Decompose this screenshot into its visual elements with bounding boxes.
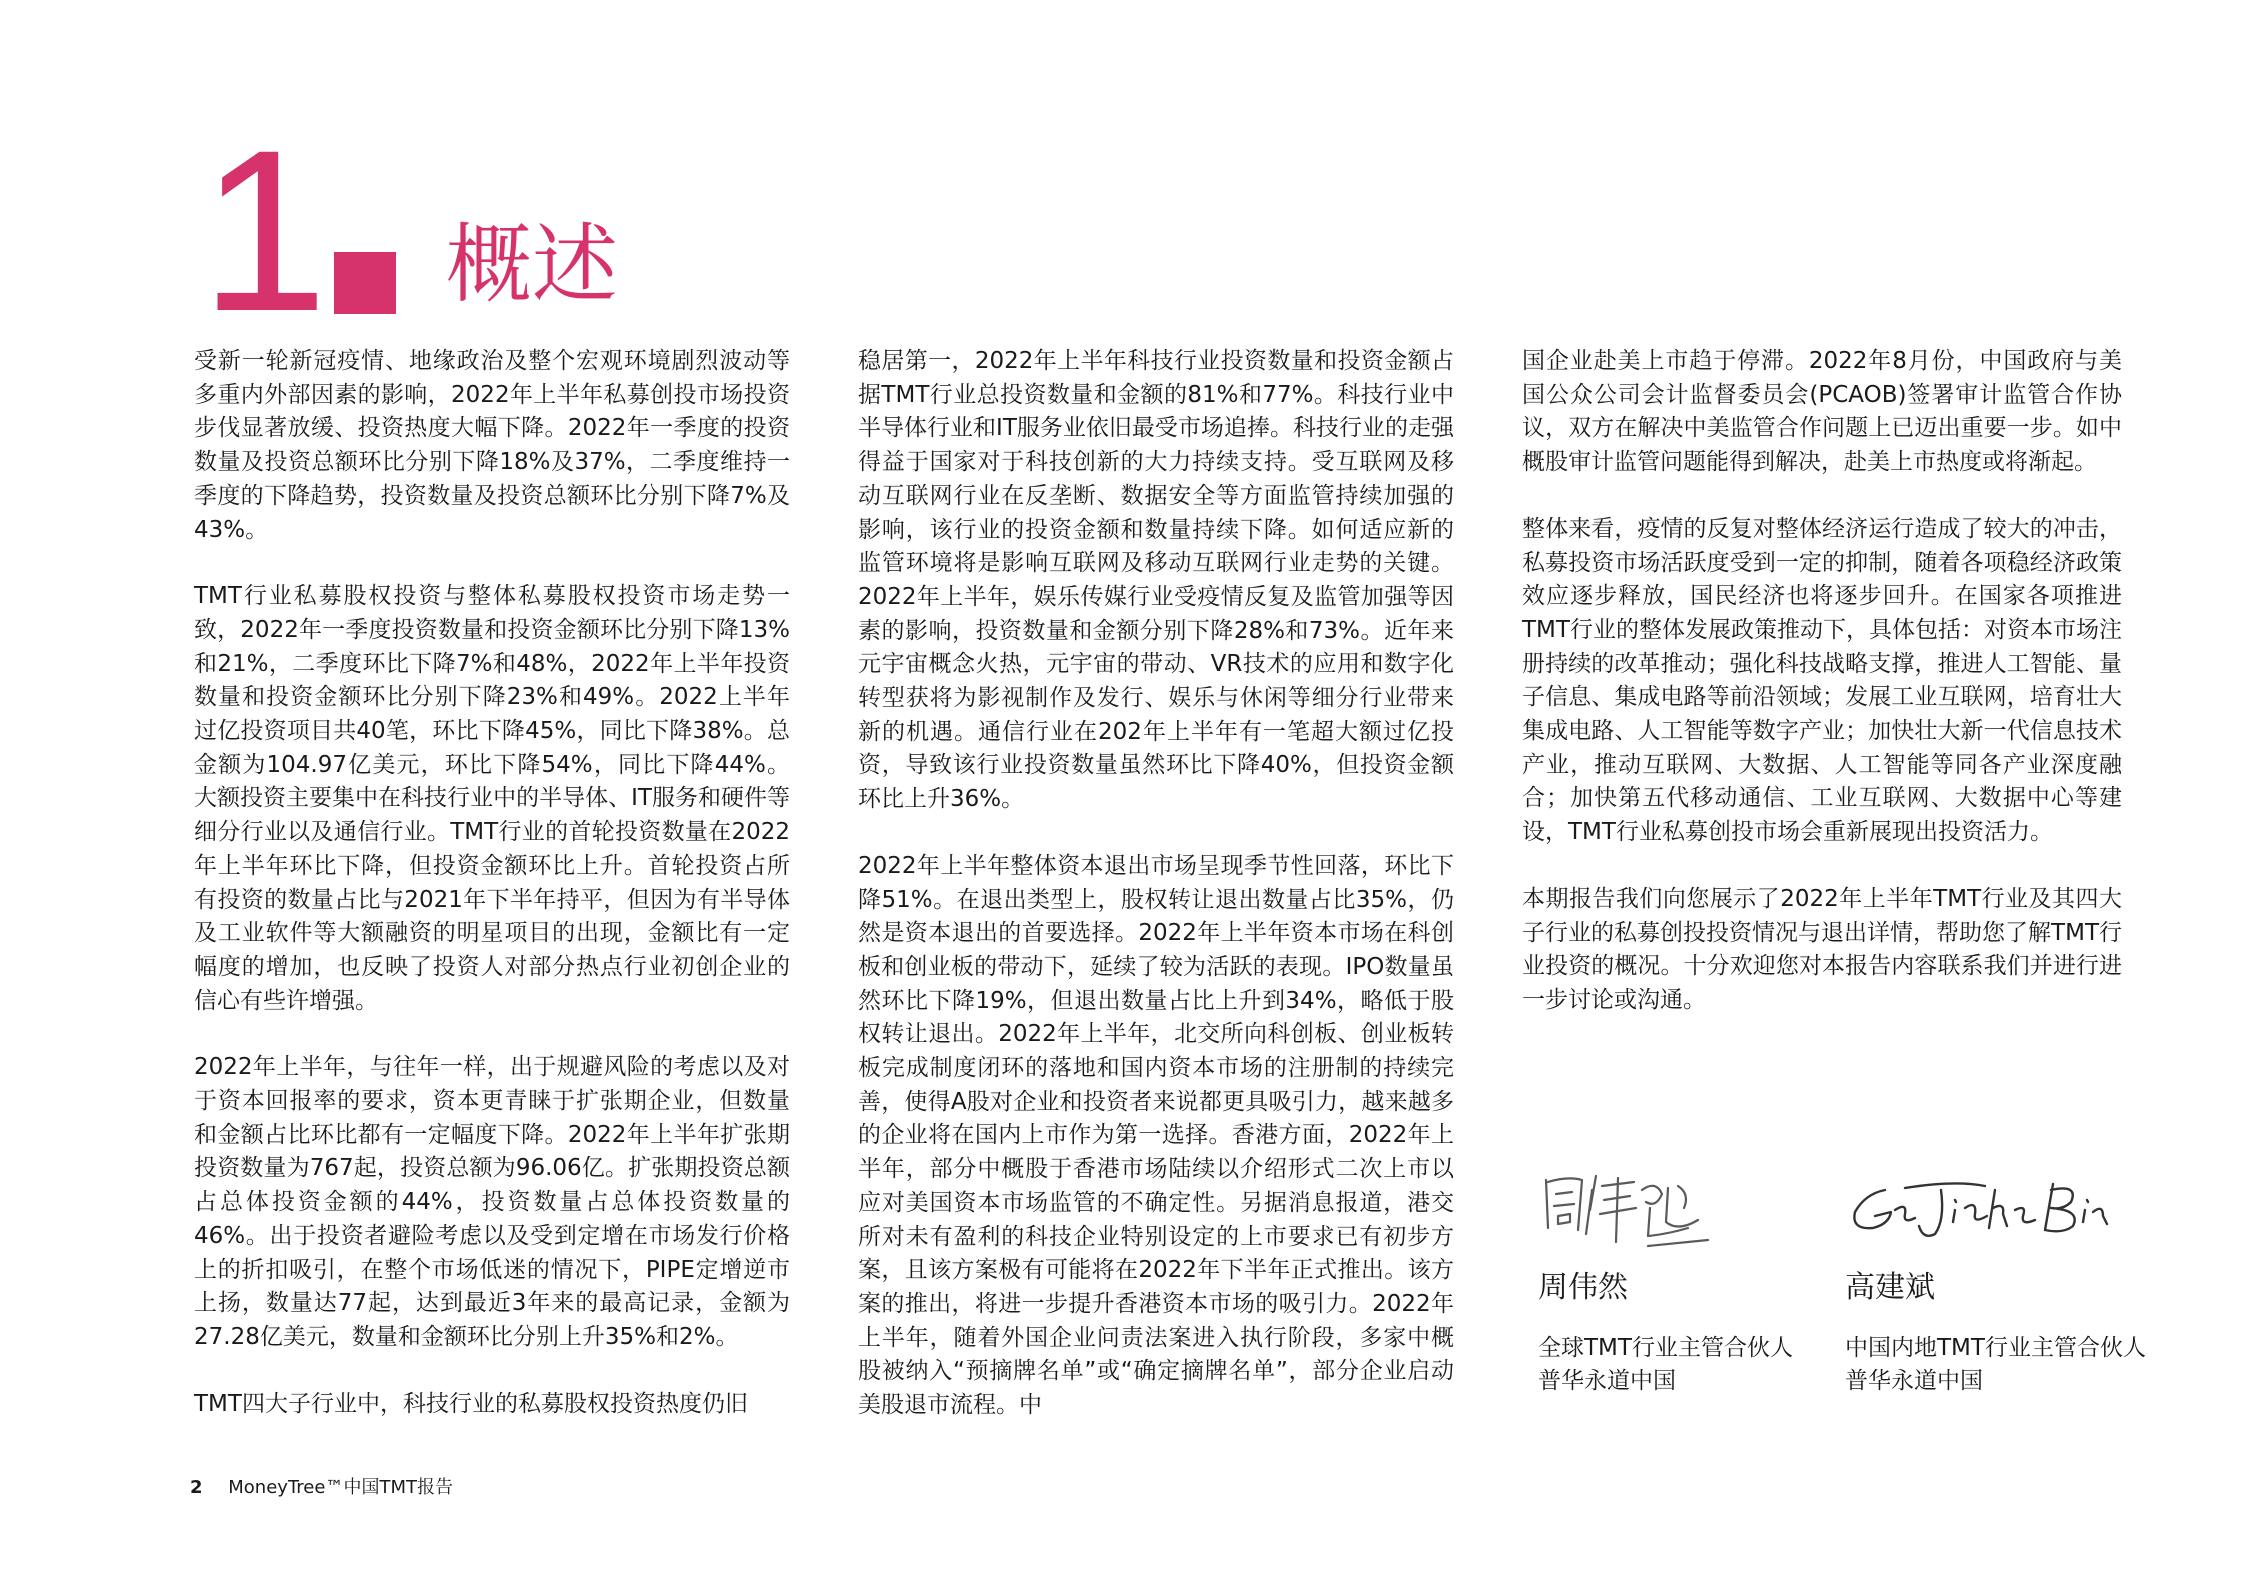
paragraph: 2022年上半年整体资本退出市场呈现季节性回落，环比下降51%。在退出类型上，股权转让退出数量占比35%，仍然是资本退出的首要选择。2022年上半年资本市场在科创板和创业板的带动下，延续了较为活跃的表现。IPO数量虽然环比下降19%，但退出数量占比上升到34%，略低于股权转让退出。2022年上半年，北交所向科创板、创业板转板完成制度闭环的落地和国内资本市场的注册制的持续完善，使得A股对企业和投资者来说都更具吸引力，越来越多的企业将在国内上市作为第一选择。香港方面，2022年上半年，部分中概股于香港市场陆续以介绍形式二次上市以应对美国资本市场监管的不确定性。另据消息报道，港交所对未有盈利的科技企业特别设定的上市要求已有初步方案，且该方案极有可能将在2022年下半年正式推出。该方案的推出，将进一步提升香港资本市场的吸引力。2022年上半年，随着外国企业问责法案进入执行阶段，多家中概股被纳入“预摘牌名单”或“确定摘牌名单”，部分企业启动美股退市流程。中: [858, 852, 1454, 1419]
text-column-1: [194, 345, 790, 1421]
section-title: 概述: [445, 215, 618, 315]
paragraph: 国企业赴美上市趋于停滞。2022年8月份，中国政府与美国公众公司会计监督委员会(PCAOB)签署审计监管合作协议，双方在解决中美监管合作问题上已迈出重要一步。如中概股审计监管问题能得到解决，赴美上市热度或将渐起。: [1522, 348, 2122, 476]
paragraph: 本期报告我们向您展示了2022年上半年TMT行业及其四大子行业的私募创投投资情况与退出详情，帮助您了解TMT行业投资的概况。十分欢迎您对本报告内容联系我们并进行进一步讨论或沟通。: [1522, 885, 2122, 1013]
section-number-dot: [334, 252, 396, 314]
paragraph: TMT四大子行业中，科技行业的私募股权投资热度仍旧: [194, 1390, 748, 1417]
signatory-org: 普华永道中国: [1538, 1368, 1676, 1394]
paragraph: 稳居第一，2022年上半年科技行业投资数量和投资金额占据TMT行业总投资数量和金额的81%和77%。科技行业中半导体行业和IT服务业依旧最受市场追捧。科技行业的走强得益于国家对于科技创新的大力持续支持。受互联网及移动互联网行业在反垄断、数据安全等方面监管持续加强的影响，该行业的投资金额和数量持续下降。如何适应新的监管环境将是影响互联网及移动互联网行业走势的关键。2022年上半年，娱乐传媒行业受疫情反复及监管加强等因素的影响，投资数量和金额分别下降28%和73%。近年来元宇宙概念火热，元宇宙的带动、VR技术的应用和数字化转型获将为影视制作及发行、娱乐与休闲等细分行业带来新的机遇。通信行业在202年上半年有一笔超大额过亿投资，导致该行业投资数量虽然环比下降40%，但投资金额环比上升36%。: [858, 348, 1454, 813]
report-title: MoneyTree™中国TMT报告: [228, 1477, 453, 1498]
signature-image: [1845, 1150, 2125, 1260]
signatory-name: 高建斌: [1845, 1270, 1935, 1305]
paragraph: 2022年上半年，与往年一样，出于规避风险的考虑以及对于资本回报率的要求，资本更青睐于扩张期企业，但数量和金额占比环比都有一定幅度下降。2022年上半年扩张期投资数量为767起，投资总额为96.06亿。扩张期投资总额占总体投资金额的44%，投资数量占总体投资数量的46%。出于投资者避险考虑以及受到定增在市场发行价格上的折扣吸引，在整个市场低迷的情况下，PIPE定增逆市上扬，数量达77起，达到最近3年来的最高记录，金额为27.28亿美元，数量和金额环比分别上升35%和2%。: [194, 1054, 790, 1350]
signature-image: [1538, 1150, 1718, 1260]
signatory-org: 普华永道中国: [1845, 1368, 1983, 1394]
text-column-3: [1522, 345, 2122, 1018]
paragraph: TMT行业私募股权投资与整体私募股权投资市场走势一致，2022年一季度投资数量和投资金额环比分别下降13%和21%，二季度环比下降7%和48%，2022年上半年投资数量和投资金额环比分别下降23%和49%。2022上半年过亿投资项目共40笔，环比下降45%，同比下降38%。总金额为104.97亿美元，环比下降54%，同比下降44%。大额投资主要集中在科技行业中的半导体、IT服务和硬件等细分行业以及通信行业。TMT行业的首轮投资数量在2022年上半年环比下降，但投资金额环比上升。首轮投资占所有投资的数量占比与2021年下半年持平，但因为有半导体及工业软件等大额融资的明星项目的出现，金额比有一定幅度的增加，也反映了投资人对部分热点行业初创企业的信心有些许增强。: [194, 583, 790, 1014]
signatory-1: [1538, 1150, 1793, 1398]
page-footer: [190, 1476, 453, 1500]
paragraph: 整体来看，疫情的反复对整体经济运行造成了较大的冲击，私募投资市场活跃度受到一定的抑制，随着各项稳经济政策效应逐步释放，国民经济也将逐步回升。在国家各项推进TMT行业的整体发展政策推动下，具体包括：对资本市场注册持续的改革推动；强化科技战略支撑，推进人工智能、量子信息、集成电路等前沿领域；发展工业互联网，培育壮大集成电路、人工智能等数字产业；加快壮大新一代信息技术产业，推动互联网、大数据、人工智能等同各产业深度融合；加快第五代移动通信、工业互联网、大数据中心等建设，TMT行业私募创投市场会重新展现出投资活力。: [1522, 515, 2122, 846]
signatory-role: 全球TMT行业主管合伙人: [1538, 1335, 1793, 1361]
signatory-role: 中国内地TMT行业主管合伙人: [1845, 1335, 2146, 1361]
section-heading: [200, 102, 618, 359]
paragraph: 受新一轮新冠疫情、地缘政治及整个宏观环境剧烈波动等多重内外部因素的影响，2022年上半年私募创投市场投资步伐显著放缓、投资热度大幅下降。2022年一季度的投资数量及投资总额环比分别下降18%及37%，二季度维持一季度的下降趋势，投资数量及投资总额环比分别下降7%及43%。: [194, 348, 790, 543]
page-number: 2: [190, 1477, 203, 1498]
text-column-2: [858, 345, 1454, 1423]
signatory-name: 周伟然: [1538, 1270, 1628, 1305]
section-number: 1: [200, 102, 322, 359]
signatory-2: [1845, 1150, 2146, 1398]
